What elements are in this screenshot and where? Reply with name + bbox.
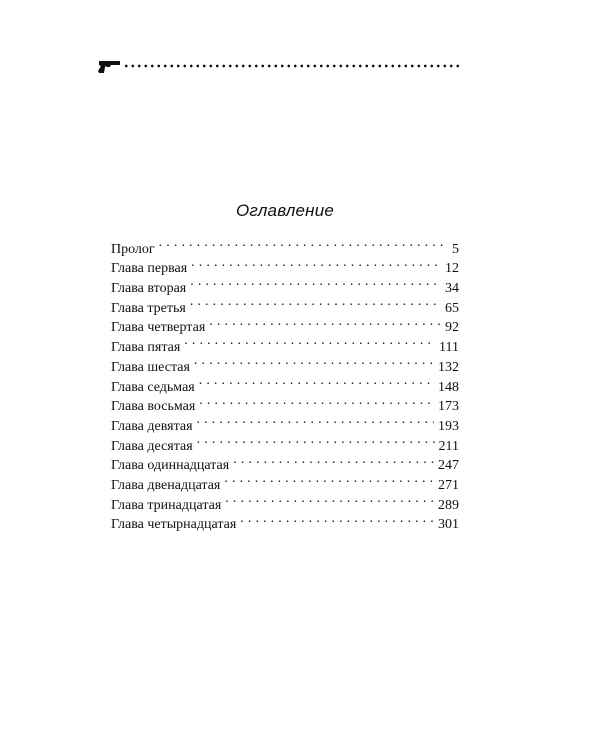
- toc-entry[interactable]: [111, 253, 459, 277]
- toc-dot-leader: [233, 450, 434, 470]
- toc-page-number: 34: [445, 281, 459, 297]
- revolver-icon: [97, 58, 121, 76]
- dotted-rule: [123, 64, 463, 68]
- header-ornament: [97, 58, 463, 76]
- toc-dot-leader: [240, 509, 434, 529]
- toc-page-number: 211: [438, 438, 459, 454]
- toc-dot-leader: [184, 331, 435, 351]
- toc-page-number: 148: [438, 379, 459, 395]
- toc-page-number: 193: [438, 418, 459, 434]
- toc-chapter-title: Пролог: [111, 241, 155, 257]
- toc-dot-leader: [209, 312, 441, 332]
- toc-page-number: 173: [438, 399, 459, 415]
- toc-dot-leader: [191, 253, 441, 273]
- toc-dot-leader: [199, 391, 434, 411]
- toc-chapter-title: Глава седьмая: [111, 379, 195, 395]
- table-of-contents: [111, 233, 459, 533]
- toc-chapter-title: Глава третья: [111, 300, 186, 316]
- toc-entry[interactable]: [111, 233, 459, 257]
- toc-chapter-title: Глава пятая: [111, 340, 181, 356]
- toc-chapter-title: Глава тринадцатая: [111, 497, 222, 513]
- toc-chapter-title: Глава десятая: [111, 438, 193, 454]
- toc-page-number: 301: [438, 517, 459, 533]
- toc-dot-leader: [190, 292, 441, 312]
- toc-dot-leader: [199, 371, 434, 391]
- toc-chapter-title: Глава вторая: [111, 281, 187, 297]
- toc-dot-leader: [159, 233, 448, 253]
- toc-chapter-title: Глава девятая: [111, 418, 193, 434]
- toc-page-number: 111: [439, 340, 459, 356]
- toc-page-number: 289: [438, 497, 459, 513]
- toc-chapter-title: Глава восьмая: [111, 399, 196, 415]
- toc-dot-leader: [224, 469, 434, 489]
- toc-page-number: 12: [445, 261, 459, 277]
- toc-dot-leader: [225, 489, 434, 509]
- toc-dot-leader: [197, 430, 435, 450]
- toc-dot-leader: [197, 410, 434, 430]
- toc-page-number: 5: [452, 241, 459, 257]
- toc-dot-leader: [194, 351, 434, 371]
- toc-page-number: 247: [438, 458, 459, 474]
- toc-page-number: 65: [445, 300, 459, 316]
- toc-dot-leader: [190, 272, 441, 292]
- toc-chapter-title: Глава четвертая: [111, 320, 206, 336]
- toc-page-number: 132: [438, 359, 459, 375]
- toc-chapter-title: Глава шестая: [111, 359, 190, 375]
- toc-chapter-title: Глава одиннадцатая: [111, 458, 230, 474]
- toc-chapter-title: Глава первая: [111, 261, 188, 277]
- toc-page-number: 271: [438, 477, 459, 493]
- toc-page-number: 92: [445, 320, 459, 336]
- toc-title: Оглавление: [235, 201, 335, 220]
- toc-chapter-title: Глава четырнадцатая: [111, 517, 237, 533]
- toc-chapter-title: Глава двенадцатая: [111, 477, 221, 493]
